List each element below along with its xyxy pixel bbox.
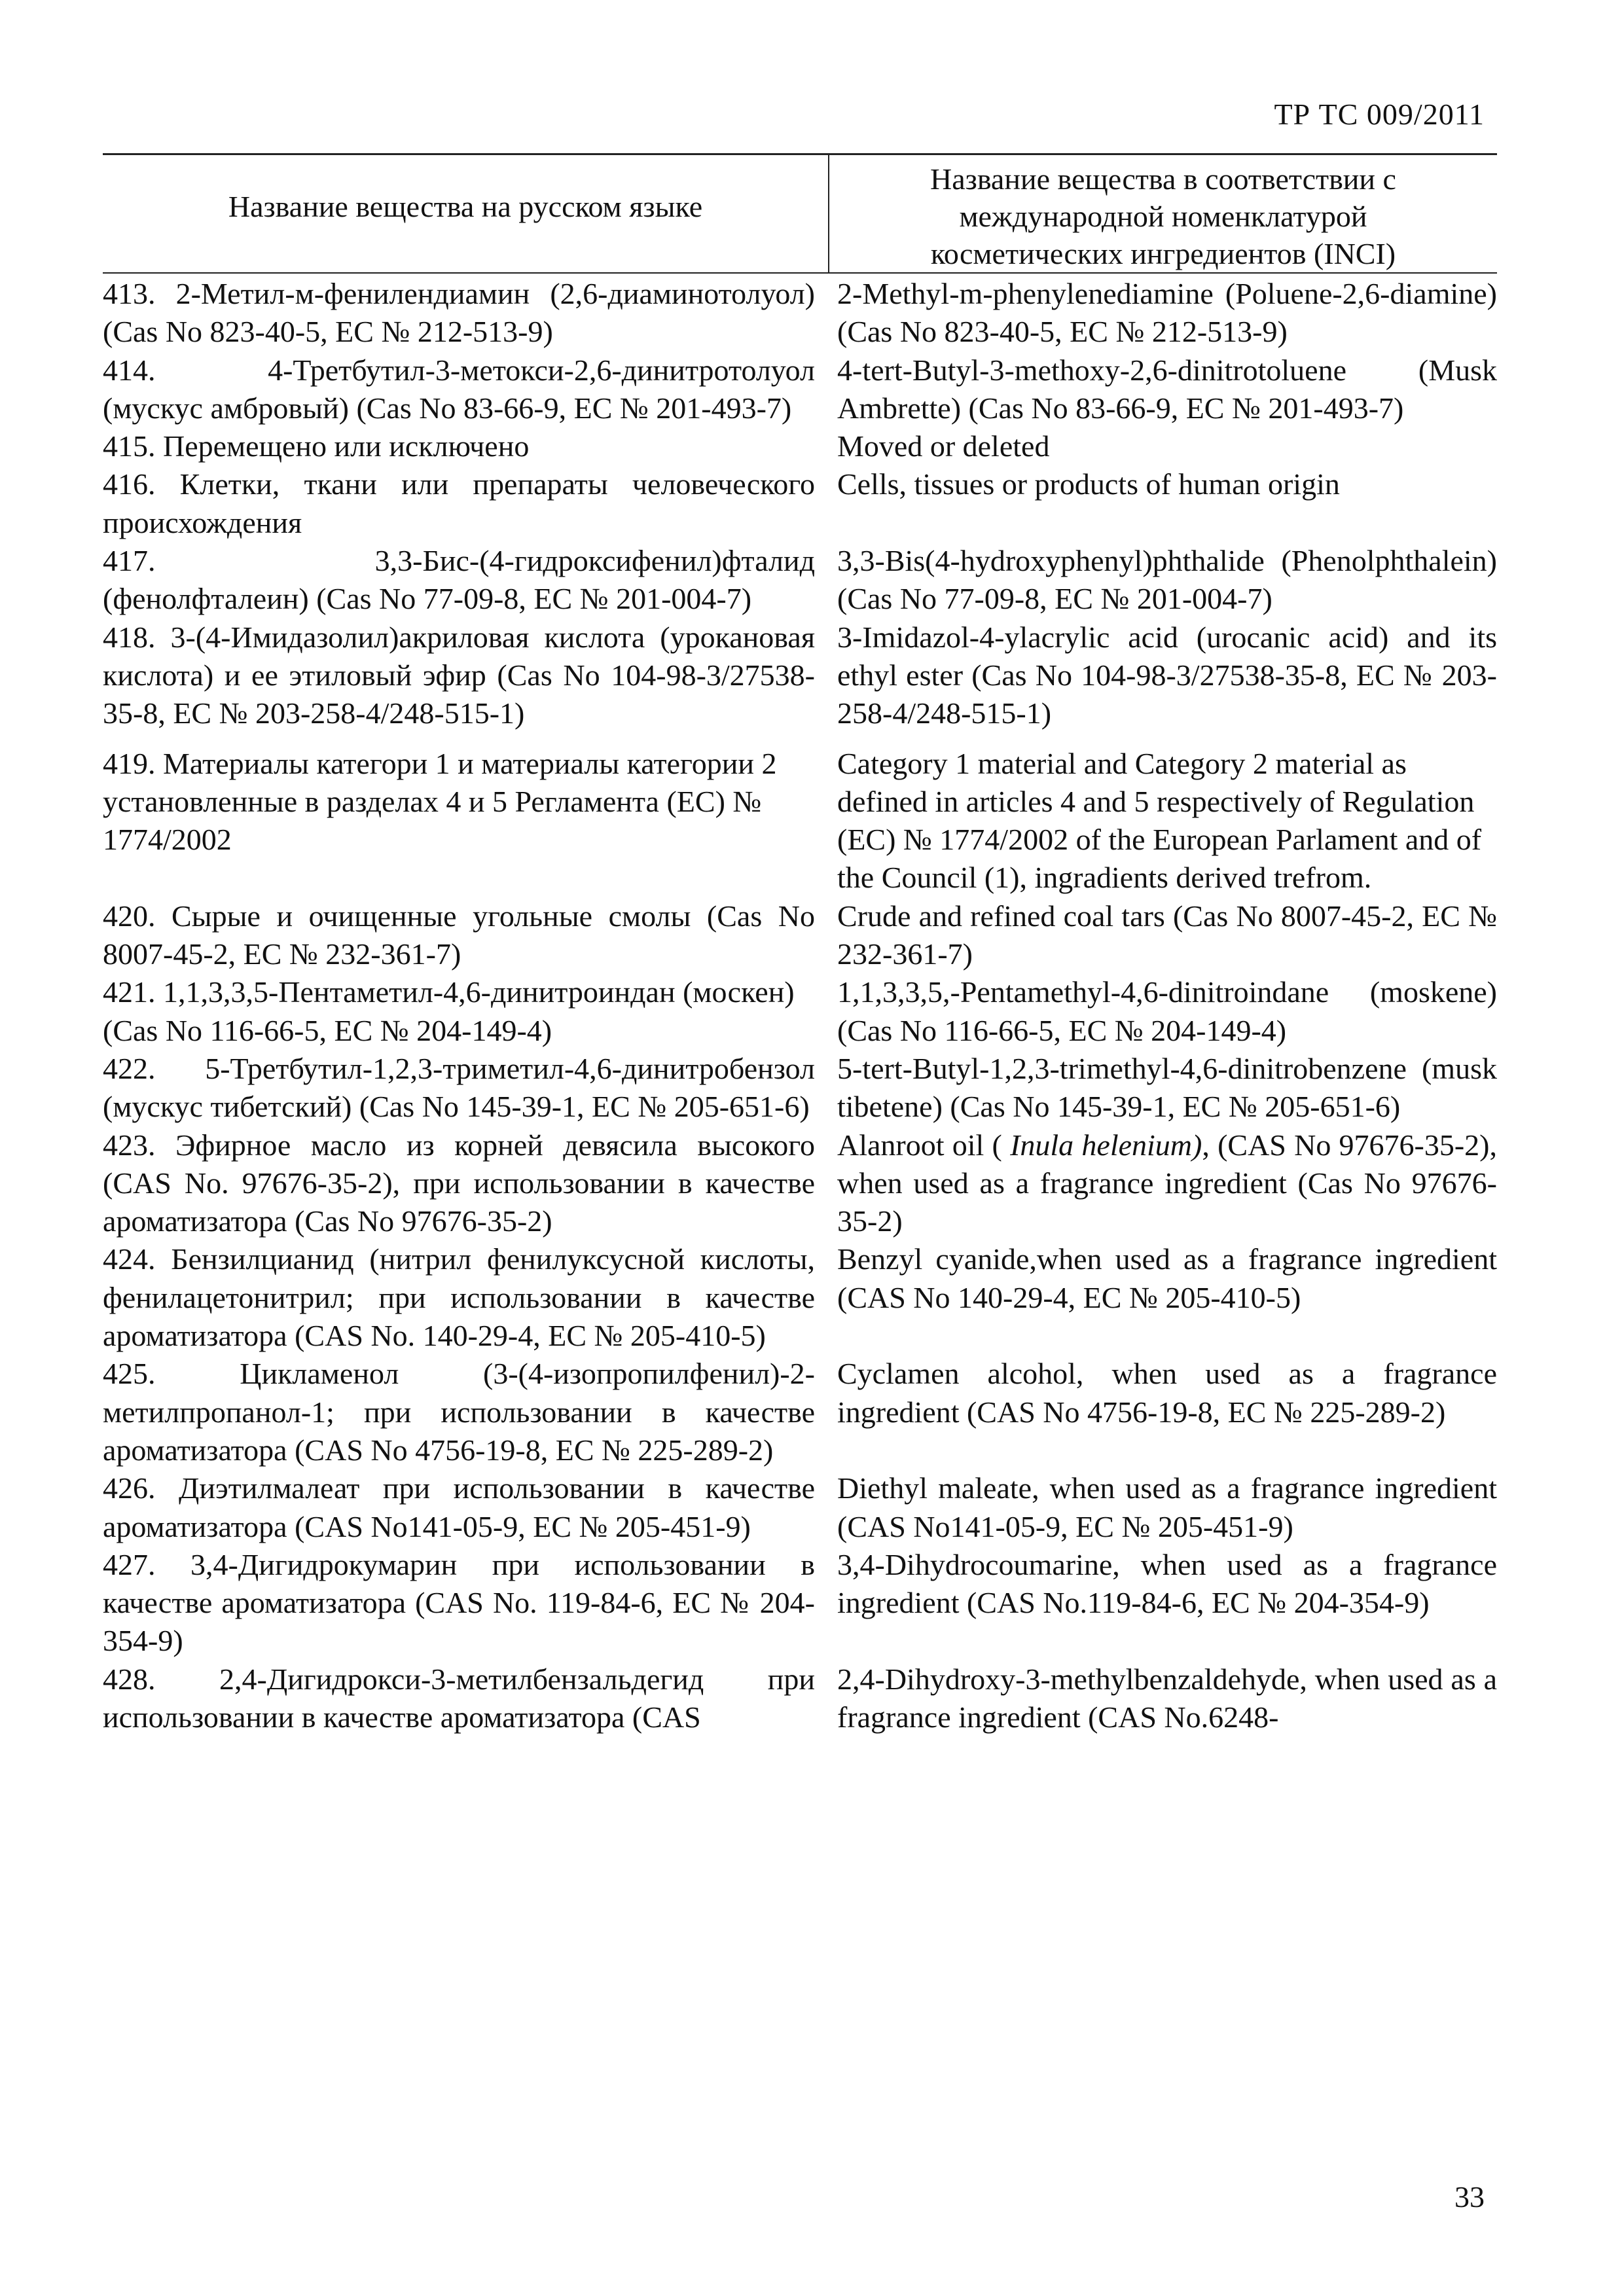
inci-name: 4-tert-Butyl-3-methoxy-2,6-dinitrotoluene (Musk Ambrette) (Cas No 83-66-9, EC № 201-493-7)	[837, 353, 1497, 425]
header-inci-name: Название вещества в соответствии с международной номенклатурой косметических ингредиентов (INCI)	[930, 162, 1396, 270]
table-row	[103, 542, 1497, 619]
inci-name: 5-tert-Butyl-1,2,3-trimethyl-4,6-dinitrobenzene (musk tibetene) (Cas No 145-39-1, EC № 205-651-6)	[837, 1051, 1497, 1124]
table-row	[103, 275, 1497, 351]
inci-name: 1,1,3,3,5,-Pentamethyl-4,6-dinitroindane (moskene) (Cas No 116-66-5, EC № 204-149-4)	[837, 975, 1497, 1047]
table-row	[103, 745, 1497, 897]
substance-table	[103, 275, 1497, 1736]
inci-name	[836, 1126, 1497, 1241]
table-row	[103, 973, 1497, 1050]
russian-name: 415. Перемещено или исключено	[103, 429, 530, 463]
russian-name: 424. Бензилцианид (нитрил фенилуксусной кислоты, фенилацетонитрил; при использовании в качестве ароматизатора (CAS No. 140-29-4, EC № 205-410-5)	[103, 1242, 815, 1353]
inci-name: Benzyl cyanide,when used as a fragrance ingredient (CAS No 140-29-4, EC № 205-410-5)	[837, 1242, 1497, 1314]
russian-name: 428. 2,4-Дигидрокси-3-метилбензальдегид при использовании в качестве ароматизатора (CAS	[103, 1662, 815, 1734]
table-row	[103, 351, 1497, 428]
page-number: 33	[1454, 2180, 1485, 2214]
inci-name: Category 1 material and Category 2 material as defined in articles 4 and 5 respectively of Regulation (EC) № 1774/2002 of the European Parlament and of the Council (1), ingradients derived trefrom.	[837, 746, 1482, 895]
russian-name: 421. 1,1,3,3,5-Пентаметил-4,6-динитроиндан (москен) (Cas No 116-66-5, EC № 204-149-4)	[103, 975, 795, 1047]
inci-name: Diethyl maleate, when used as a fragrance ingredient (CAS No141-05-9, EC № 205-451-9)	[837, 1471, 1497, 1543]
table-row	[103, 1355, 1497, 1469]
document-code: ТР ТС 009/2011	[1274, 98, 1485, 131]
russian-name: 419. Материалы категори 1 и материалы категории 2 установленные в разделах 4 и 5 Регламента (ЕС) № 1774/2002	[103, 746, 777, 857]
russian-name: 427. 3,4-Дигидрокумарин при использовании в качестве ароматизатора (CAS No. 119-84-6, EC № 204-354-9)	[103, 1547, 815, 1658]
inci-name: 3-Imidazol-4-ylacrylic acid (urocanic acid) and its ethyl ester (Cas No 104-98-3/27538-35-8, EC № 203-258-4/248-515-1)	[837, 620, 1497, 730]
table-row	[103, 1126, 1497, 1241]
inci-name: 3,3-Bis(4-hydroxyphenyl)phthalide (Phenolphthalein) (Cas No 77-09-8, EC № 201-004-7)	[837, 544, 1497, 616]
inci-name: 2,4-Dihydroxy-3-methylbenzaldehyde, when used as a fragrance ingredient (CAS No.6248-	[837, 1662, 1497, 1734]
inci-name-prefix: Alanroot oil (	[837, 1128, 1011, 1162]
table-row	[103, 1469, 1497, 1546]
russian-name: 422. 5-Третбутил-1,2,3-триметил-4,6-динитробензол (мускус тибетский) (Cas No 145-39-1, EC № 205-651-6)	[103, 1051, 815, 1124]
russian-name: 417. 3,3-Бис-(4-гидроксифенил)фталид (фенолфталеин) (Cas No 77-09-8, EC № 201-004-7)	[103, 544, 815, 616]
russian-name: 414. 4-Третбутил-3-метокси-2,6-динитротолуол (мускус амбровый) (Cas No 83-66-9, EC № 201-493-7)	[103, 353, 815, 425]
russian-name: 423. Эфирное масло из корней девясила высокого (CAS No. 97676-35-2), при использовании в качестве ароматизатора (Cas No 97676-35-2)	[103, 1128, 815, 1238]
inci-name: 3,4-Dihydrocoumarine, when used as a fragrance ingredient (CAS No.119-84-6, EC № 204-354-9)	[837, 1547, 1497, 1620]
russian-name: 413. 2-Метил-м-фенилендиамин (2,6-диаминотолуол) (Cas No 823-40-5, EC № 212-513-9)	[103, 277, 815, 349]
table-row	[103, 1546, 1497, 1660]
table-row	[103, 1050, 1497, 1126]
russian-name: 426. Диэтилмалеат при использовании в качестве ароматизатора (CAS No141-05-9, EC № 205-451-9)	[103, 1471, 815, 1543]
header-russian-name: Название вещества на русском языке	[103, 155, 829, 272]
russian-name: 420. Сырые и очищенные угольные смолы (Cas No 8007-45-2, EC № 232-361-7)	[103, 899, 815, 971]
inci-name: Cells, tissues or products of human origin	[837, 467, 1340, 501]
table-row	[103, 1240, 1497, 1355]
inci-name: Moved or deleted	[837, 429, 1050, 463]
table-row	[103, 427, 1497, 465]
inci-name: Cyclamen alcohol, when used as a fragrance ingredient (CAS No 4756-19-8, EC № 225-289-2)	[837, 1357, 1497, 1429]
table-header	[103, 153, 1497, 274]
table-row	[103, 897, 1497, 974]
inci-name-suffix: , (CAS No 97676-35-2), when used as a fragrance ingredient (Cas No 97676-35-2)	[837, 1128, 1497, 1238]
table-row	[103, 619, 1497, 733]
russian-name: 416. Клетки, ткани или препараты человеческого происхождения	[103, 467, 815, 539]
inci-name: 2-Methyl-m-phenylenediamine (Poluene-2,6-diamine) (Cas No 823-40-5, EC № 212-513-9)	[837, 277, 1497, 349]
table-row	[103, 465, 1497, 542]
russian-name: 425. Цикламенол (3-(4-изопропилфенил)-2-метилпропанол-1; при использовании в качестве ароматизатора (CAS No 4756-19-8, EC № 225-289-2)	[103, 1357, 815, 1467]
inci-name: Crude and refined coal tars (Cas No 8007-45-2, EC № 232-361-7)	[837, 899, 1497, 971]
table-row	[103, 1660, 1497, 1737]
inci-latin-name: Inula helenium)	[1010, 1128, 1202, 1162]
russian-name: 418. 3-(4-Имидазолил)акриловая кислота (урокановая кислота) и ее этиловый эфир (Cas No 104-98-3/27538-35-8, EC № 203-258-4/248-515-1)	[103, 620, 815, 730]
